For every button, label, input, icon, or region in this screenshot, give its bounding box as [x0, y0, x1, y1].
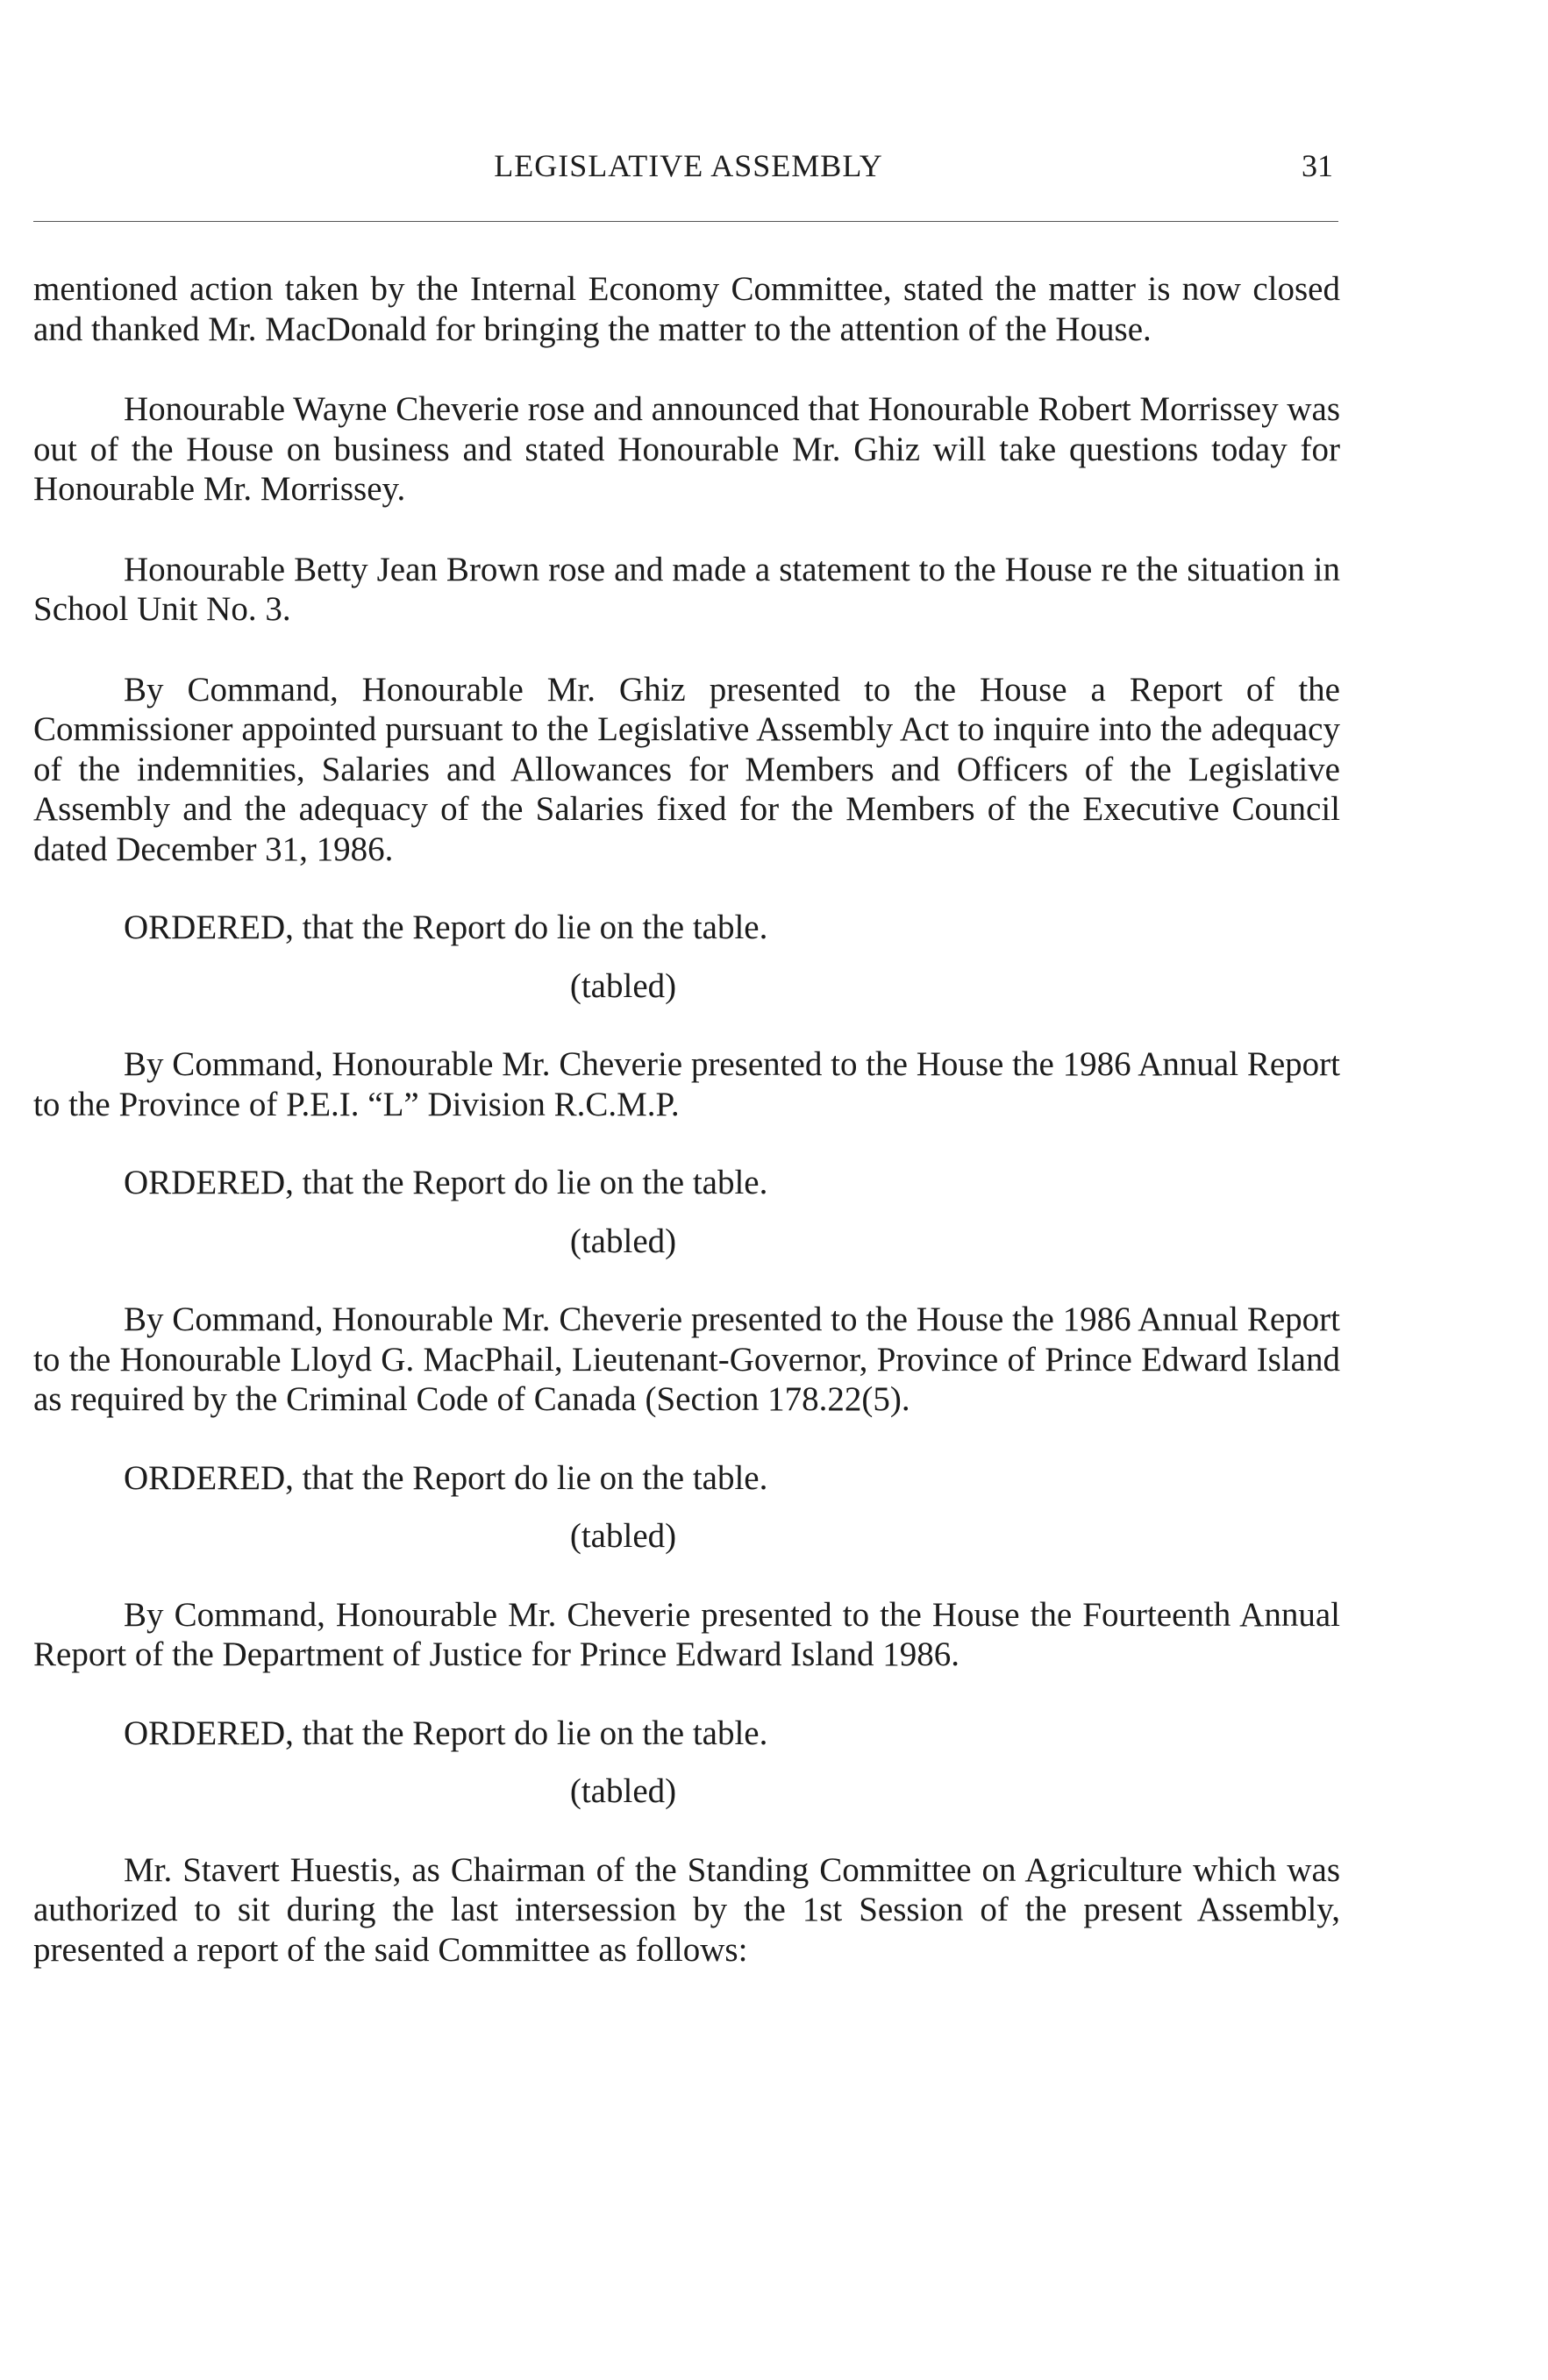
ordered-line: ORDERED, that the Report do lie on the table.: [124, 1458, 768, 1497]
ordered-line: ORDERED, that the Report do lie on the table.: [124, 1714, 768, 1752]
journal-body: [33, 269, 1340, 1970]
paragraph-continued: mentioned action taken by the Internal Economy Committee, stated the matter is now closed and thanked Mr. MacDonald for bringing the matter to the attention of the House.: [33, 270, 1340, 348]
running-head-title: LEGISLATIVE ASSEMBLY: [494, 148, 883, 183]
page-number: 31: [1302, 148, 1333, 183]
ordered-line: ORDERED, that the Report do lie on the table.: [124, 1164, 768, 1201]
ordered-line: ORDERED, that the Report do lie on the table.: [124, 909, 768, 946]
tabled-note: (tabled): [569, 966, 677, 1005]
tabled-note: (tabled): [569, 1222, 677, 1260]
paragraph-rcmp-report: By Command, Honourable Mr. Cheverie presented to the House the 1986 Annual Report to the Province of P.E.I. “L” Division R.C.M.P.: [33, 1045, 1340, 1123]
page-header: [0, 147, 1548, 191]
paragraph-cheverie-announcement: Honourable Wayne Cheverie rose and announced that Honourable Robert Morrissey was out of the House on business and stated Honourable Mr. Ghiz will take questions today for Honourable Mr. Morrissey.: [33, 390, 1340, 508]
tabled-note: (tabled): [569, 1517, 677, 1555]
paragraph-brown-statement: Honourable Betty Jean Brown rose and made a statement to the House re the situation in School Unit No. 3.: [33, 550, 1340, 628]
header-rule: [33, 221, 1338, 222]
paragraph-criminal-code-report: By Command, Honourable Mr. Cheverie presented to the House the 1986 Annual Report to the Honourable Lloyd G. MacPhail, Lieutenant-Governor, Province of Prince Edward Island as required by the Criminal Code of Canada (Section 178.22(5).: [33, 1300, 1340, 1418]
paragraph-ghiz-report: By Command, Honourable Mr. Ghiz presented to the House a Report of the Commissioner appointed pursuant to the Legislative Assembly Act to inquire into the adequacy of the indemnities, Salaries and Allowances for Members and Officers of the Legislative Assembly and the adequacy of the Salaries fixed for the Members of the Executive Council dated December 31, 1986.: [33, 670, 1340, 868]
paragraph-justice-report: By Command, Honourable Mr. Cheverie presented to the House the Fourteenth Annual Report of the Department of Justice for Prince Edward Island 1986.: [33, 1595, 1340, 1673]
tabled-note: (tabled): [569, 1772, 677, 1810]
paragraph-agriculture-committee: Mr. Stavert Huestis, as Chairman of the Standing Committee on Agriculture which was authorized to sit during the last intersession by the 1st Session of the present Assembly, presented a report of the said Committee as follows:: [33, 1850, 1340, 1969]
